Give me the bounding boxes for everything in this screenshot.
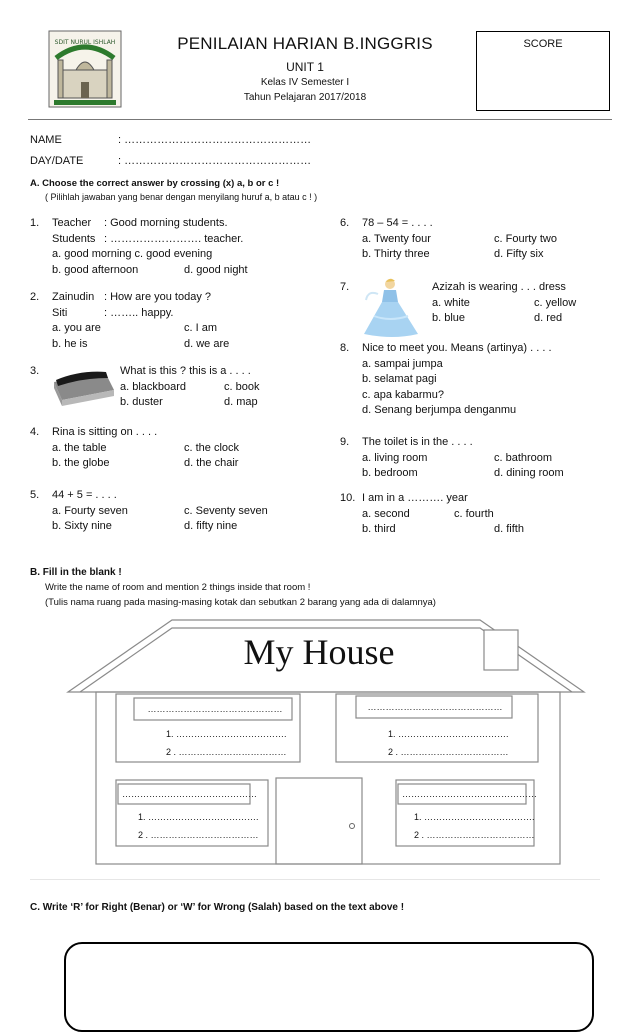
- header-divider: [28, 119, 612, 120]
- room-1-item-1-field[interactable]: 1. ……………………………….: [166, 729, 287, 739]
- duster-image: [48, 368, 118, 413]
- q8-option-b[interactable]: b. selamat pagi: [362, 373, 437, 385]
- question-3: What is this ? this is a . . . . a. blackboard c. book b. duster d. map: [120, 364, 320, 411]
- q4-option-d[interactable]: d. the chair: [184, 457, 239, 469]
- section-c-answer-box[interactable]: [64, 942, 594, 1032]
- question-7: Azizah is wearing . . . dress a. white c. yellow b. blue d. red: [432, 280, 612, 327]
- q1-option-d[interactable]: d. good night: [184, 263, 248, 276]
- room-4-item-1-field[interactable]: 1. ……………………………….: [414, 812, 535, 822]
- room-1-name-field[interactable]: ………………………………………: [147, 704, 283, 714]
- q1-option-a[interactable]: a. good morning c. good evening: [52, 248, 213, 260]
- q2-option-d[interactable]: d. we are: [184, 337, 230, 350]
- q3-option-d[interactable]: d. map: [224, 396, 258, 408]
- year-label: Tahun Pelajaran 2017/2018: [243, 92, 367, 103]
- q10-option-c[interactable]: c. fourth: [454, 507, 494, 520]
- q3-option-b[interactable]: b. duster: [120, 396, 163, 408]
- unit-label: UNIT 1: [286, 60, 324, 74]
- question-5: 5. 44 + 5 = . . . . a. Fourty seven c. Seventy seven b. Sixty nine d. fifty nine: [30, 488, 320, 535]
- q1-option-b[interactable]: b. good afternoon: [52, 263, 139, 276]
- question-3-number: 3.: [30, 365, 40, 377]
- room-3-name-field[interactable]: ………………………………………: [122, 789, 257, 799]
- score-label: SCORE: [523, 38, 563, 50]
- q6-option-b[interactable]: b. Thirty three: [362, 248, 430, 260]
- q2-option-b[interactable]: b. he is: [52, 337, 88, 350]
- score-box[interactable]: [476, 31, 610, 111]
- room-2-item-1-field[interactable]: 1. ……………………………….: [388, 729, 509, 739]
- room-4-name-field[interactable]: ………………………………………: [402, 789, 537, 799]
- page-title: PENILAIAN HARIAN B.INGGRIS: [177, 34, 433, 53]
- name-field[interactable]: : ……………………………………………: [118, 134, 312, 146]
- question-6: 6. 78 – 54 = . . . . a. Twenty four c. Fourty two b. Thirty three d. Fifty six: [340, 216, 610, 263]
- q5-option-c[interactable]: c. Seventy seven: [184, 504, 268, 517]
- q9-option-a[interactable]: a. living room: [362, 451, 428, 464]
- class-label: Kelas IV Semester I: [260, 77, 350, 88]
- q2-option-c[interactable]: c. I am: [184, 322, 218, 334]
- logo-text: SDIT NURUL ISHLAH: [54, 39, 116, 46]
- q9-option-c[interactable]: c. bathroom: [494, 451, 553, 464]
- room-2-name-field[interactable]: ………………………………………: [367, 702, 503, 712]
- q8-option-c[interactable]: c. apa kabarmu?: [362, 388, 444, 401]
- q2-option-a[interactable]: a. you are: [52, 322, 101, 334]
- q10-option-b[interactable]: b. third: [362, 523, 396, 535]
- house-title: My House: [243, 632, 395, 672]
- q3-option-a[interactable]: a. blackboard: [120, 380, 187, 393]
- section-a-title: A. Choose the correct answer by crossing (x) a, b or c !: [30, 178, 280, 189]
- q6-option-c[interactable]: c. Fourty two: [494, 232, 557, 245]
- section-b-line-1: Write the name of room and mention 2 things inside that room !: [45, 582, 311, 593]
- question-1: 1. Teacher : Good morning students. Students : ……………………. teacher. a. good morning c. good evening b. good afternoon d. good night: [30, 216, 320, 278]
- q8-option-d[interactable]: d. Senang berjumpa denganmu: [362, 404, 517, 416]
- q7-option-c[interactable]: c. yellow: [534, 296, 577, 309]
- q3-option-c[interactable]: c. book: [224, 380, 260, 393]
- room-2-item-2-field[interactable]: 2 . ………………………………: [388, 747, 509, 757]
- q7-option-a[interactable]: a. white: [432, 296, 470, 309]
- q8-option-a[interactable]: a. sampai jumpa: [362, 357, 443, 370]
- q5-option-a[interactable]: a. Fourty seven: [52, 504, 128, 517]
- room-4-item-2-field[interactable]: 2 . ………………………………: [414, 830, 535, 840]
- q10-option-d[interactable]: d. fifth: [494, 523, 524, 535]
- q7-option-d[interactable]: d. red: [534, 312, 563, 324]
- question-8: 8. Nice to meet you. Means (artinya) . . . . a. sampai jumpa b. selamat pagi c. apa kabarmu? d. Senang berjumpa denganmu: [340, 341, 610, 419]
- room-3-item-2-field[interactable]: 2 . ………………………………: [138, 830, 259, 840]
- q6-option-a[interactable]: a. Twenty four: [362, 232, 431, 245]
- q6-option-d[interactable]: d. Fifty six: [494, 248, 544, 260]
- q4-option-c[interactable]: c. the clock: [184, 441, 240, 454]
- q4-option-a[interactable]: a. the table: [52, 441, 107, 454]
- date-field[interactable]: : ……………………………………………: [118, 155, 312, 167]
- question-10: 10. I am in a ………. year a. second c. fourth b. third d. fifth: [340, 491, 610, 538]
- q5-option-b[interactable]: b. Sixty nine: [52, 520, 112, 532]
- section-a-note: ( Pilihlah jawaban yang benar dengan menyilang huruf a, b atau c ! ): [45, 192, 318, 202]
- question-2: 2. Zainudin : How are you today ? Siti : …….. happy. a. you are c. I am b. he is d. we are: [30, 290, 320, 352]
- question-4: 4. Rina is sitting on . . . . a. the table c. the clock b. the globe d. the chair: [30, 425, 320, 472]
- room-1-item-2-field[interactable]: 2 . ………………………………: [166, 747, 287, 757]
- q4-option-b[interactable]: b. the globe: [52, 457, 110, 469]
- section-b-line-2: (Tulis nama ruang pada masing-masing kotak dan sebutkan 2 barang yang ada di dalamnya): [45, 597, 436, 608]
- question-9: 9. The toilet is in the . . . . a. living room c. bathroom b. bedroom d. dining room: [340, 435, 610, 482]
- school-logo: [48, 30, 122, 108]
- q9-option-b[interactable]: b. bedroom: [362, 467, 418, 479]
- question-7-number: 7.: [340, 281, 350, 293]
- q10-option-a[interactable]: a. second: [362, 507, 410, 520]
- q7-option-b[interactable]: b. blue: [432, 312, 466, 324]
- q5-option-d[interactable]: d. fifty nine: [184, 520, 238, 532]
- date-label: DAY/DATE: [30, 155, 84, 167]
- room-3-item-1-field[interactable]: 1. ……………………………….: [138, 812, 259, 822]
- name-label: NAME: [30, 134, 62, 146]
- section-c-title: C. Write ‘R’ for Right (Benar) or ‘W’ for Wrong (Salah) based on the text above !: [30, 902, 405, 913]
- section-b-title: B. Fill in the blank !: [30, 567, 122, 578]
- dress-image: [360, 276, 424, 343]
- q9-option-d[interactable]: d. dining room: [494, 467, 564, 479]
